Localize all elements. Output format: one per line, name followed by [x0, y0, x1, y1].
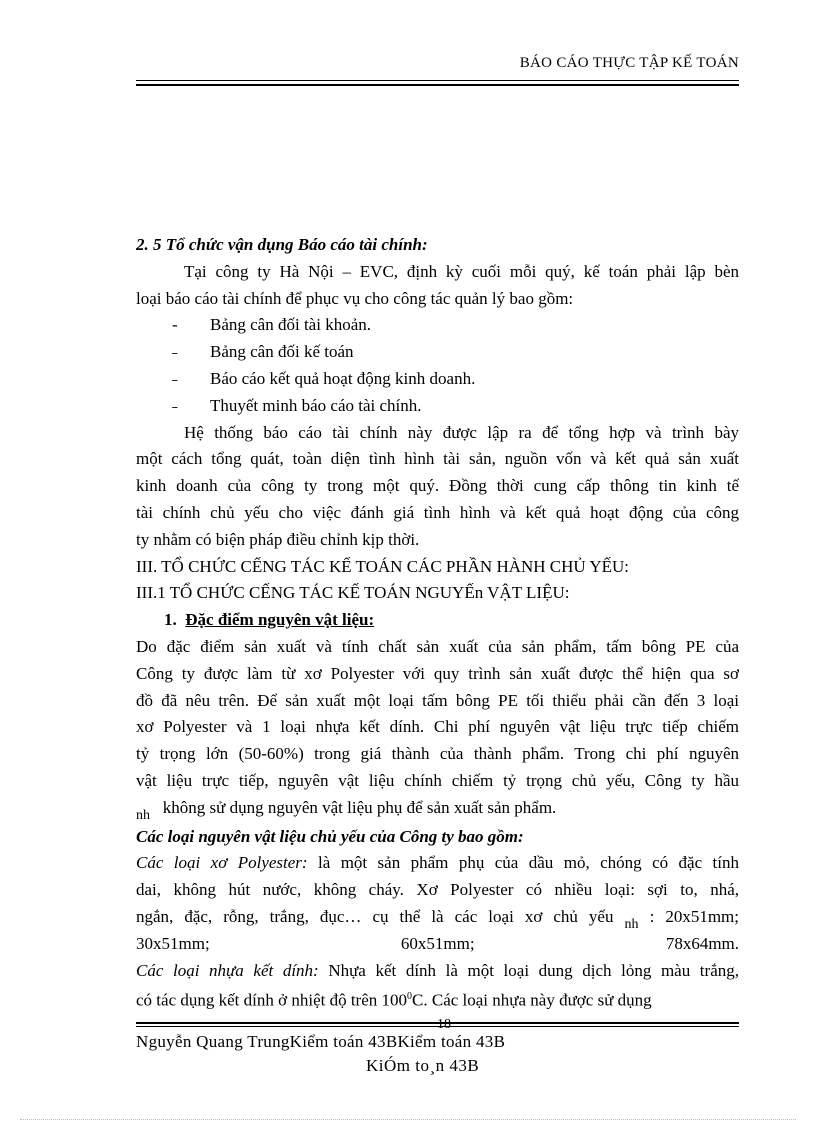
resin-text-1: Nhựa kết dính là một loại dung dịch lỏng màu trắng, [328, 960, 739, 980]
resin-line-1 [136, 958, 739, 985]
header-rule-thin [136, 80, 739, 81]
polyester-label: Các loại xơ Polyester: [136, 853, 308, 873]
page-bottom-divider [20, 1119, 796, 1120]
polyester-line-3 [136, 904, 739, 931]
resin-label: Các loại nhựa kết dính: [136, 960, 319, 980]
bullet-text: Thuyết minh báo cáo tài chính. [210, 395, 422, 415]
resin-sup: 0 [407, 991, 413, 1003]
bullet-item [136, 312, 739, 339]
size-2: 60x51mm; [400, 933, 475, 953]
polyester-sub: nh [624, 916, 639, 931]
paragraph-line-7 [136, 795, 739, 824]
intro-line-1: Tại công ty Hà Nội – EVC, định kỳ cuối mỗi quý, kế toán phải lập bèn [184, 261, 739, 281]
stray-prefix: nh [136, 807, 150, 823]
bullet-marker: - [172, 315, 178, 335]
polyester-text-3a: ngắn, đặc, rỗng, trắng, đục… cụ thể là các loại xơ chủ yếu [136, 906, 614, 926]
page-number: 18 [437, 1017, 451, 1032]
part3-heading: III. TỔ CHỨC CẾNG TÁC KẾ TOÁN CÁC PHẦN HÀNH CHỦ YẾU: [136, 556, 629, 576]
sizes-line [136, 931, 739, 958]
paragraph-line-4: xơ Polyester và 1 loại nhựa kết dính. Chi phí nguyên vật liệu trực tiếp chiếm [136, 717, 739, 737]
item-number: 1. [164, 610, 177, 630]
resin-line-2 [136, 984, 739, 1014]
polyester-text-1: là một sản phẩm phụ của dầu mỏ, chóng có đặc tính [318, 853, 739, 873]
paragraph-last-text: không sử dụng nguyên vật liệu phụ để sản xuất sản phẩm. [162, 797, 557, 817]
resin-text-2b: C. Các loại nhựa này được sử dụng [412, 990, 652, 1010]
summary-line-2: một cách tổng quát, toàn diện tình hình tài sản, nguồn vốn và kết quả sản xuất [136, 449, 739, 469]
header-rule-thick [136, 84, 739, 86]
intro-line-2: loại báo cáo tài chính để phục vụ cho công tác quản lý bao gồm: [136, 288, 574, 308]
bullet-item [136, 393, 739, 420]
bullet-item [136, 339, 739, 366]
bullet-marker: ˗ [172, 395, 178, 415]
paragraph-line-3: đồ đã nêu trên. Để sản xuất một loại tấm bông PE tối thiểu phải cần đến 3 loại [136, 690, 739, 710]
summary-line-1: Hệ thống báo cáo tài chính này được lập ra để tổng hợp và trình bày [184, 422, 739, 442]
summary-line-3: kinh doanh của công ty trong một quý. Đồng thời cung cấp thông tin kinh tế [136, 476, 739, 496]
summary-line-5: ty nhằm có biện pháp điều chỉnh kịp thời. [136, 529, 420, 549]
resin-text-2a: có tác dụng kết dính ở nhiệt độ trên 100 [136, 990, 408, 1010]
size-3: 78x64mm. [665, 933, 739, 953]
item-heading [136, 607, 739, 634]
section-heading: 2. 5 Tổ chức vận dụng Báo cáo tài chính: [136, 235, 428, 254]
paragraph-line-2: Công ty được làm từ xơ Polyester với quy trình sản xuất được thể hiện qua sơ [136, 663, 739, 683]
document-body [136, 232, 739, 1015]
polyester-line-2: dai, không hút nước, không cháy. Xơ Polyester có nhiều loại: sợi to, nhá, [136, 880, 739, 900]
paragraph-line-6: vật liệu trực tiếp, nguyên vật liệu chính chiếm tỷ trọng chủ yếu, Công ty hầu [136, 770, 739, 790]
bullet-text: Báo cáo kết quả hoạt động kinh doanh. [210, 368, 476, 388]
polyester-text-3b: : 20x51mm; [649, 906, 739, 926]
bullet-marker: ˗ [172, 342, 178, 362]
size-1: 30x51mm; [136, 933, 210, 953]
header-title: BÁO CÁO THỰC TẬP KẾ TOÁN [519, 55, 739, 71]
item-title: Đặc điểm nguyên vật liệu: [185, 610, 375, 630]
bullet-item [136, 366, 739, 393]
bullet-text: Bảng cân đối tài khoản. [210, 315, 371, 335]
paragraph-line-1: Do đặc điểm sản xuất và tính chất sản xuất của sản phẩm, tấm bông PE của [136, 636, 739, 656]
paragraph-line-5: tỷ trọng lớn (50-60%) trong giá thành của thành phẩm. Trong chi phí nguyên [136, 744, 739, 764]
polyester-line-1 [136, 850, 739, 877]
part3-subheading: III.1 TỔ CHỨC CẾNG TÁC KẾ TOÁN NGUYẾn VẬT LIỆU: [136, 583, 570, 603]
footer-author-line: Nguyễn Quang TrungKiểm toán 43BKiểm toán 43B [136, 1032, 506, 1051]
bullet-text: Bảng cân đối kế toán [210, 342, 354, 362]
footer-class-line: KiÓm to¸n 43B [366, 1056, 480, 1075]
summary-line-4: tài chính chủ yếu cho việc đánh giá tình hình và kết quả hoạt động của công [136, 502, 739, 522]
materials-heading: Các loại nguyên vật liệu chủ yếu của Công ty bao gồm: [136, 826, 524, 846]
bullet-marker: ˗ [172, 368, 178, 388]
